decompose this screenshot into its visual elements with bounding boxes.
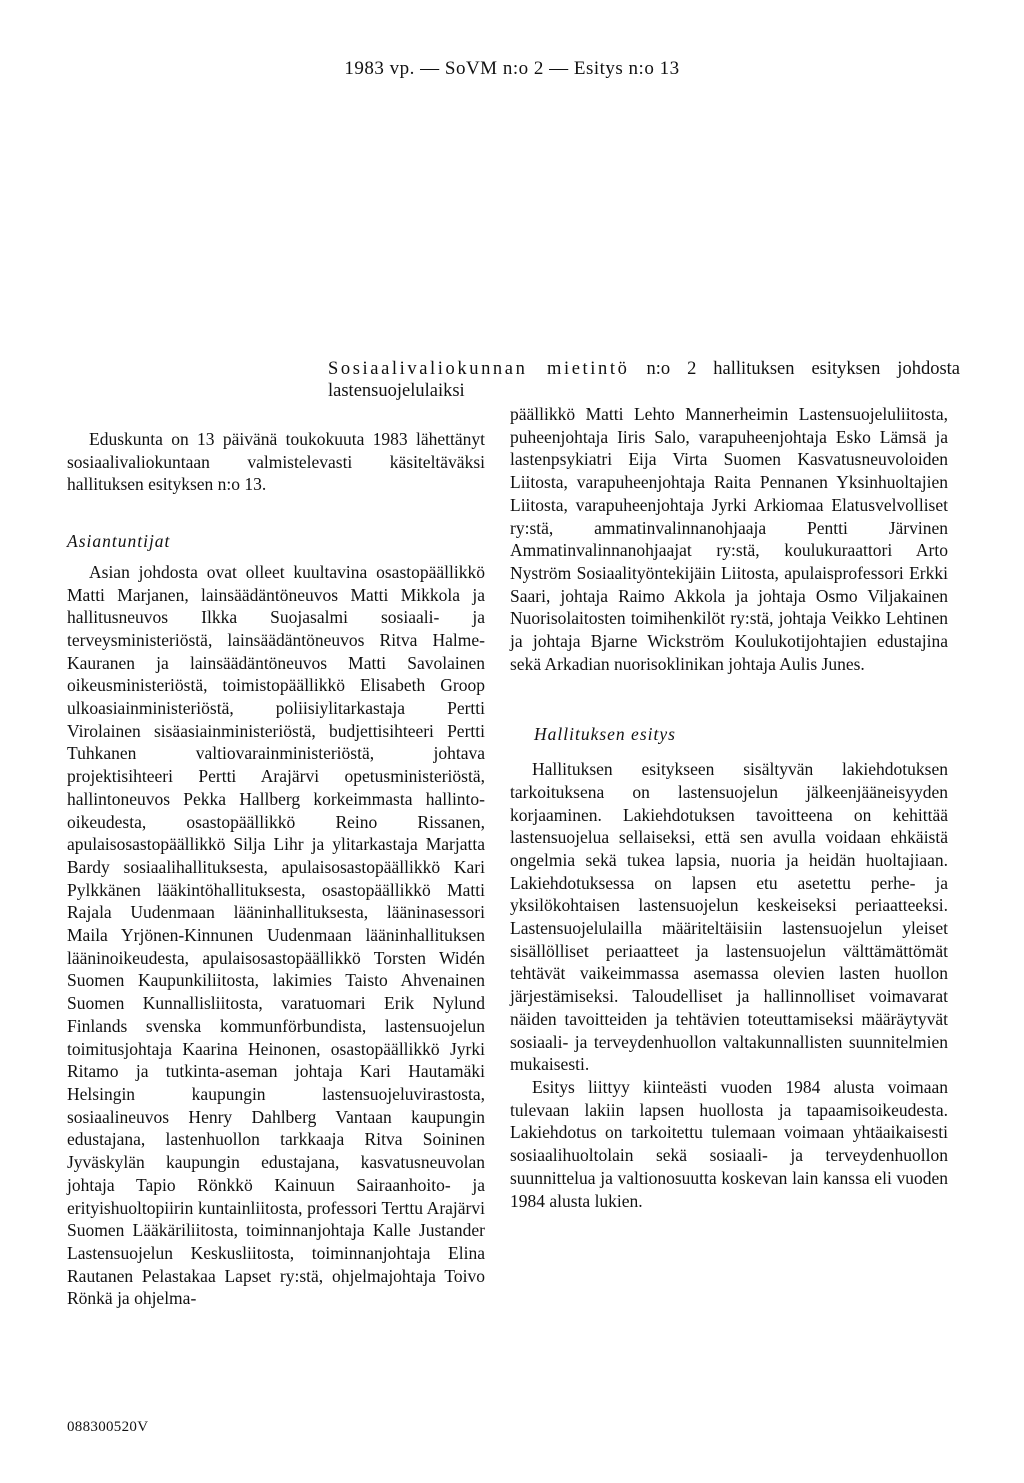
proposal-paragraph-2: Esitys liittyy kiinteästi vuoden 1984 alusta voimaan tulevaan lakiin lapsen huollosta ja tapaamisoikeudesta. Lakiehdotus on tarkoitettu tulemaan voimaan yhtäaikaisesti sosiaalihuoltolain sekä sosiaali- ja terveydenhuollon suunnittelua ja valtionosuutta koskevan lain kanssa eli vuoden 1984 alusta lukien. [510,1076,948,1211]
document-code: 088300520V [67,1419,149,1435]
report-title-rest: n:o 2 hallituksen esityksen johdosta lastensuojelulaiksi [328,359,960,401]
report-title-committee: Sosiaalivaliokunnan mietintö [328,359,630,379]
intro-paragraph: Eduskunta on 13 päivänä toukokuuta 1983 lähettänyt sosiaalivaliokuntaan valmistelevasti käsiteltäväksi hallituksen esityksen n:o 13. [67,429,485,495]
right-column [510,403,948,1212]
experts-paragraph: Asian johdosta ovat olleet kuultavina osastopäällikkö Matti Marjanen, lainsäädäntöneuvos Matti Mikkola ja hallitusneuvos Ilkka Suojasalmi sosiaali- ja terveysministeriöstä, lainsäädäntöneuvos Ritva Halme-Kauranen ja lainsäädäntöneuvos Matti Savolainen oikeusministeriöstä, toimistopäällikkö Elisabeth Groop ulkoasiainministeriöstä, poliisiylitarkastaja Pertti Virolainen sisäasiainministeriöstä, budjettisihteeri Pertti Tuhkanen valtiovarainministeriöstä, johtava projektisihteeri Pertti Arajärvi opetusministeriöstä, hallintoneuvos Pekka Hallberg korkeimmasta hallinto-oikeudesta, osastopäällikkö Reino Rissanen, apulaisosastopäällikkö Silja Lihr ja ylitarkastaja Marjatta Bardy sosiaalihallituksesta, apulaisosastopäällikkö Kari Pylkkänen lääkintöhallituksesta, osastopäällikkö Matti Rajala Uudenmaan lääninhallituksesta, lääninasessori Maila Yrjönen-Kinnunen Uudenmaan lääninhallituksen lääninoikeudesta, apulaisosastopäällikkö Torsten Widén Suomen Kaupunkiliitosta, lakimies Taisto Ahvenainen Suomen Kunnallisliitosta, varatuomari Erik Nylund Finlands svenska kommunförbundista, lastensuojelun toimitusjohtaja Kaarina Heinonen, osastopäällikkö Jyrki Ritamo ja tutkinta-aseman johtaja Kari Hautamäki Helsingin kaupungin lastensuojeluvirastosta, sosiaalineuvos Henry Dahlberg Vantaan kaupungin edustajana, lastenhuollon tarkkaaja Ritva Soininen Jyväskylän kaupungin edustajana, kasvatusneuvolan johtaja Tapio Rönkkö Kainuun Sairaanhoito- ja erityishuoltopiirin kuntainliitosta, professori Terttu Arajärvi Suomen Lääkäriliitosta, toiminnanjohtaja Kalle Justander Lastensuojelun Keskusliitosta, toiminnanjohtaja Elina Rautanen Pelastakaa Lapset ry:stä, ohjelmajohtaja Toivo Rönkä ja ohjelma- [67,561,485,1309]
experts-heading: Asiantuntijat [67,531,171,552]
proposal-paragraph-1: Hallituksen esitykseen sisältyvän lakiehdotuksen tarkoituksena on lastensuojelun jälkeenjääneisyyden korjaaminen. Lakiehdotuksen tavoitteena on kehittää lastensuojelua sellaiseksi, että sen avulla voidaan ehkäistä ongelmia sekä tukea lapsia, nuoria ja heidän huoltajiaan. Lakiehdotuksessa on lapsen etu asetettu perhe- ja yksilökohtaisen lastensuojelun keskeiseksi periaatteeksi. Lastensuojelulailla määriteltäisiin lastensuojelun yleiset sisällölliset periaatteet ja lastensuojelun välttämättömät tehtävät vaikeimmassa asemassa olevien lasten huollon järjestämiseksi. Taloudelliset ja hallinnolliset voimavarat näiden tavoitteiden ja tehtävien toteuttamiseksi määräytyvät sosiaali- ja terveydenhuollon valtakunnallisten suunnitelmien mukaisesti. [510,759,948,1075]
page-header: 1983 vp. — SoVM n:o 2 — Esitys n:o 13 [344,58,680,79]
experts-continued-paragraph: päällikkö Matti Lehto Mannerheimin Lastensuojeluliitosta, puheenjohtaja Iiris Salo, varapuheenjohtaja Esko Lämsä ja lastenpsykiatri Eija Virta Suomen Kasvatusneuvoloiden Liitosta, varapuheenjohtaja Raita Pennanen Yksinhuoltajien Liitosta, varapuheenjohtaja Jyrki Arkiomaa Elatusvelvolliset ry:stä, ammatinvalinnanohjaaja Pentti Järvinen Ammatinvalinnanohjaajat ry:stä, koulukuraattori Arto Nyström Sosiaalityöntekijäin Liitosta, apulaisprofessori Erkki Saari, johtaja Raimo Akkola ja johtaja Osmo Viljakainen Nuorisolaitosten toimihenkilöt ry:stä, johtaja Veikko Lehtinen ja johtaja Bjarne Wickström Koulukotijohtajien edustajina sekä Arkadian nuorisoklinikan johtaja Aulis Junes. [510,404,948,674]
left-column [67,428,485,1310]
proposal-heading: Hallituksen esitys [534,724,676,745]
report-title [328,358,960,402]
